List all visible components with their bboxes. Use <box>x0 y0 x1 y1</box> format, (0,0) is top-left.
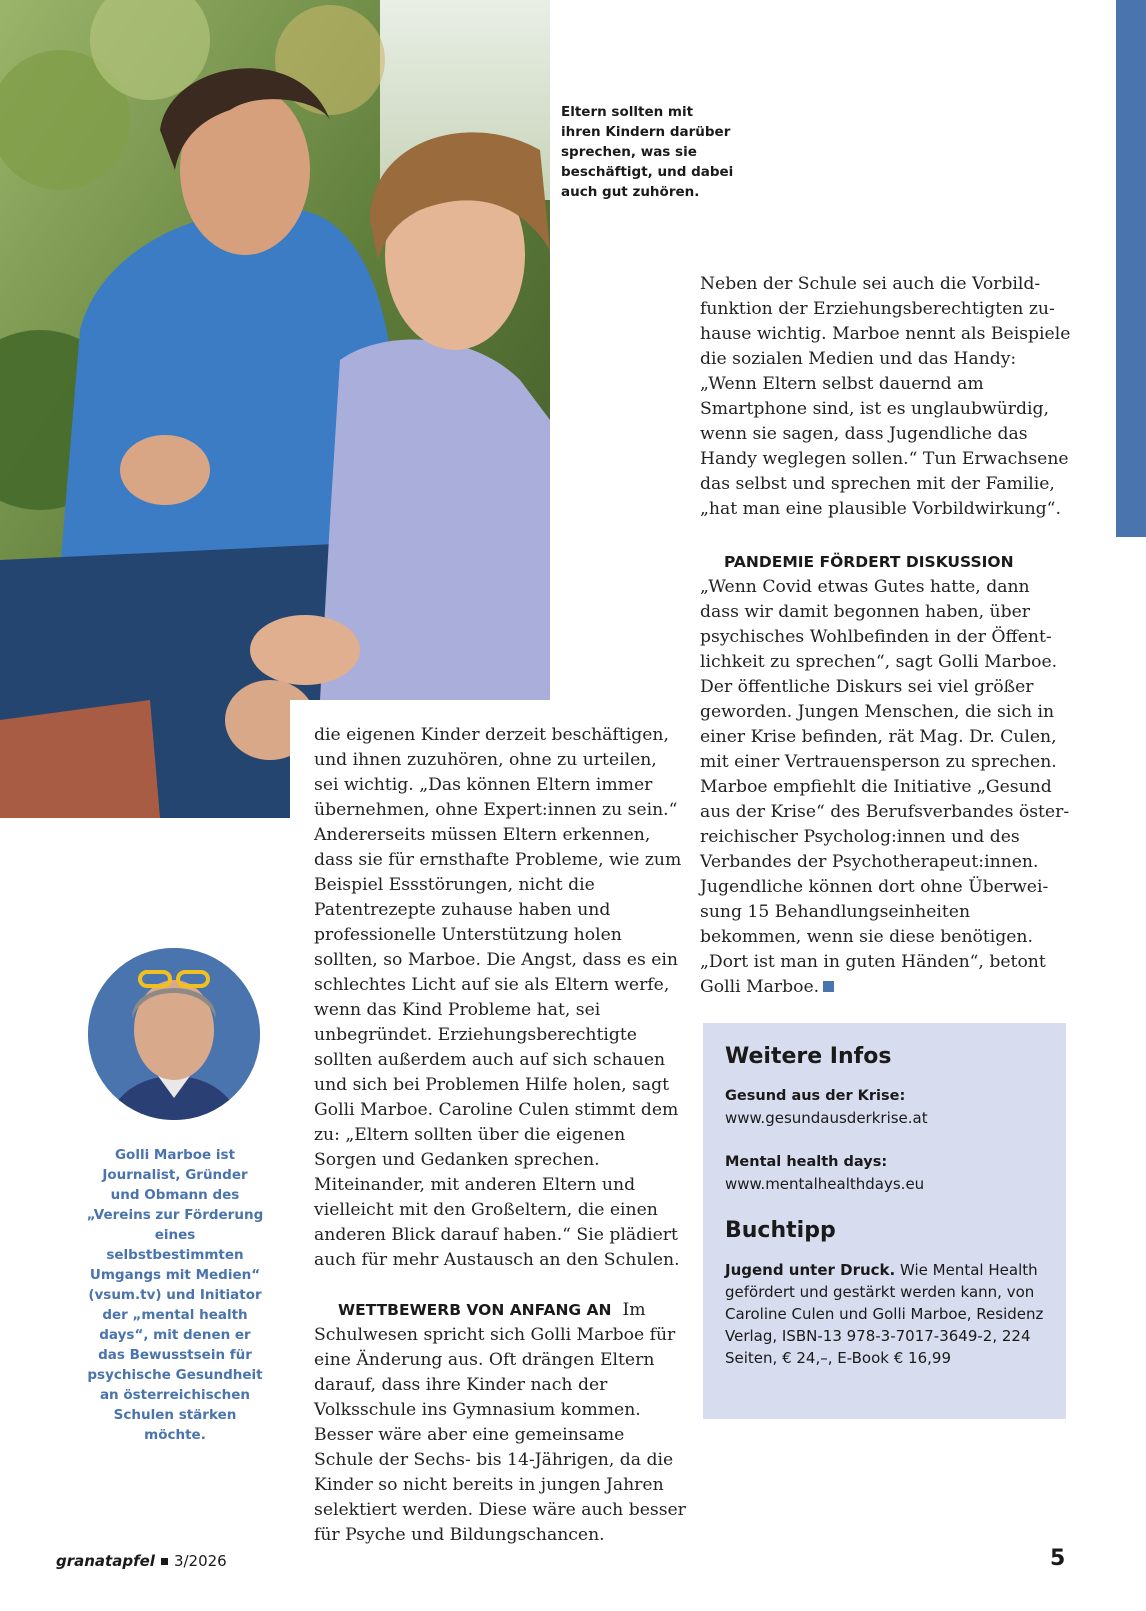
info-link[interactable]: www.mentalhealthdays.eu <box>725 1175 925 1193</box>
info-label: Gesund aus der Krise: <box>725 1088 906 1104</box>
paragraph-text: „Wenn Covid etwas Gutes hatte, dann dass wir damit begonnen haben, über psychisches Wohlbefinden in der Öffentlichkeit zu sprechen“, sagt Golli Marboe. Der öffentliche Diskurs sei viel größer geworden. Jungen Menschen, die sich in einer Krise befinden, rät Mag. Dr. Culen, mit einer Vertrauensperson zu sprechen. Marboe empfiehlt die Initiative „Gesund aus der Krise“ des Berufsverbandes österreichischer Psycholog:innen und des Verbandes der Psychotherapeut:innen. Jugendliche können dort ohne Überweisung 15 Behandlungseinheiten bekommen, wenn sie diese benötigen. „Dort ist man in guten Händen“, betont Golli Marboe. <box>700 577 1070 997</box>
info-box-title: Weitere Infos <box>725 1044 892 1069</box>
magazine-name: granatapfel <box>56 1552 155 1570</box>
book-tip-text <box>725 1259 1044 1369</box>
book-tip-title: Buchtipp <box>725 1218 836 1243</box>
end-mark-icon <box>823 981 834 992</box>
issue-number: 3/2026 <box>173 1552 227 1570</box>
page-number: 5 <box>1050 1546 1066 1571</box>
article-column-middle <box>314 723 686 1548</box>
paragraph: die eigenen Kinder derzeit beschäftigen, und ihnen zuzuhören, ohne zu urteilen, sei wichtig. „Das können Eltern immer übernehmen, ohne Expert:innen zu sein.“ Andererseits müssen Eltern erkennen, dass sie für ernsthafte Probleme, wie zum Beispiel Essstörungen, nicht die Patentrezepte zuhause haben und professionelle Unterstützung holen sollten, so Marboe. Die Angst, dass es ein schlechtes Licht auf sie als Eltern werfe, wenn das Kind Probleme hat, sei unbegründet. Erziehungsberechtigte sollten außerdem auch auf sich schauen und sich bei Problemen Hilfe holen, sagt Golli Marboe. Caroline Culen stimmt dem zu: „Eltern sollten über die eigenen Sorgen und Gedanken sprechen. Miteinander, mit anderen Eltern und vielleicht mit den Großeltern, die einen anderen Blick darauf haben.“ Sie plädiert auch für mehr Austausch an den Schulen. <box>314 725 682 1270</box>
accent-side-bar <box>1116 0 1146 537</box>
subheading: PANDEMIE FÖRDERT DISKUSSION <box>724 553 1014 571</box>
subheading: WETTBEWERB VON ANFANG AN <box>338 1301 612 1319</box>
separator-square-icon <box>161 1558 168 1565</box>
paragraph: Neben der Schule sei auch die Vorbildfunktion der Erziehungsberechtigten zuhause wichtig. Marboe nennt als Beispiele die sozialen Medien und das Handy: „Wenn Eltern selbst dauernd am Smartphone sind, ist es unglaubwürdig, wenn sie sagen, dass Jugendliche das Handy weglegen sollen.“ Tun Erwachsene das selbst und sprechen mit der Familie, „hat man eine plausible Vorbildwirkung“. <box>700 274 1071 519</box>
footer-brand <box>56 1552 227 1570</box>
info-box <box>703 1023 1066 1419</box>
author-bio: Golli Marboe ist Journalist, Gründer und Obmann des „Vereins zur Förderung eines selbstbestimmten Umgangs mit Medien“ (vsum.tv) und Initiator der „mental health days“, mit denen er das Bewusstsein für psychische Gesundheit an österreichischen Schulen stärken möchte. <box>86 1147 264 1443</box>
book-details: Wie Mental Health gefördert und gestärkt werden kann, von Caroline Culen und Golli Marboe, Residenz Verlag, ISBN-13 978-3-7017-3649-2, 224 Seiten, € 24,–, E-Book € 16,99 <box>725 1261 1044 1367</box>
info-item <box>725 1085 1044 1129</box>
paragraph <box>700 575 1072 1000</box>
paragraph-text: Im Schulwesen spricht sich Golli Marboe für eine Änderung aus. Oft drängen Eltern darauf, dass ihre Kinder nach der Volksschule ins Gymnasium kommen. Besser wäre aber eine gemeinsame Schule der Sechs- bis 14-Jährigen, da die Kinder so nicht bereits in jungen Jahren selektiert werden. Diese wäre auch besser für Psyche und Bildungschancen. <box>314 1300 686 1545</box>
photo-caption: Eltern sollten mit ihren Kindern darüber sprechen, was sie beschäftigt, und dabei auch gut zuhören. <box>561 104 734 200</box>
paragraph <box>314 1298 686 1548</box>
info-link[interactable]: www.gesundausderkrise.at <box>725 1109 928 1127</box>
info-label: Mental health days: <box>725 1154 888 1170</box>
info-item <box>725 1151 1044 1195</box>
hero-photo <box>0 0 550 818</box>
author-portrait <box>88 948 260 1120</box>
article-column-right <box>700 272 1072 1000</box>
book-title: Jugend unter Druck. <box>725 1261 896 1279</box>
